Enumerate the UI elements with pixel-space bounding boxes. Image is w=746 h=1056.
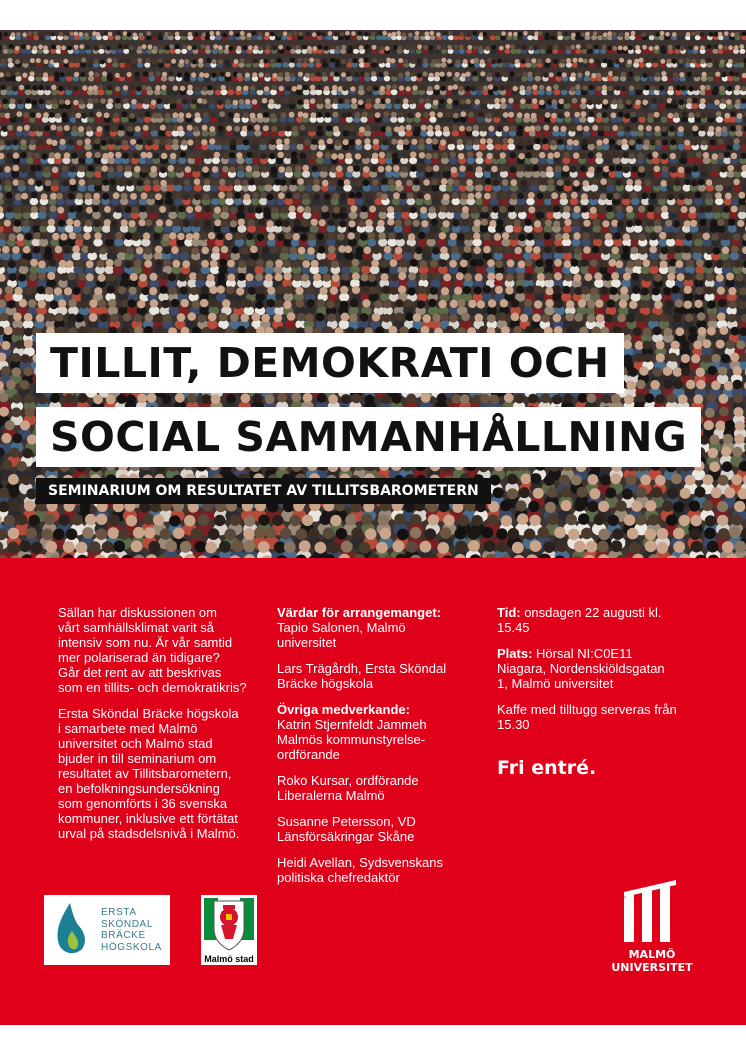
info-panel	[0, 558, 746, 1025]
esbh-logo	[44, 895, 170, 965]
esbh-drop-icon	[48, 895, 98, 965]
hosts-block: Värdar för arrangemanget: Tapio Salonen, Malmö universitet	[277, 605, 467, 650]
participant-3: Susanne Petersson, VD Länsförsäkringar Skåne	[277, 814, 416, 844]
place-value: Hörsal NI:C0E11	[532, 646, 633, 661]
mau-wordmark: MALMÖ UNIVERSITET	[611, 948, 693, 974]
speakers-column	[277, 605, 467, 896]
intro-column	[58, 605, 258, 852]
malmo-stad-logo	[201, 895, 257, 965]
intro-paragraph-2: Ersta Sköndal Bräcke högskola i samarbete med Malmö universitet och Malmö stad bjuder in till seminarium om resultatet av Tillitsbarometern, en befolkningsundersökning som genomförts i 36 svenska kommuner, inklusive ett förtätat urval på stadsdelsnivå i Malmö.	[58, 706, 240, 841]
free-entry: Fri entré.	[497, 757, 597, 779]
hosts-heading: Värdar för arrangemanget:	[277, 605, 441, 620]
time-label: Tid:	[497, 605, 521, 620]
page-subtitle: SEMINARIUM OM RESULTATET AV TILLITSBAROMETERN	[36, 478, 491, 504]
coat-of-arms-icon	[201, 895, 257, 953]
page-title-line-2: SOCIAL SAMMANHÅLLNING	[36, 407, 701, 467]
malmo-stad-label: Malmö stad	[204, 954, 254, 964]
place-label: Plats:	[497, 646, 533, 661]
event-info-column	[497, 605, 712, 780]
time-info: Tid: onsdagen 22 augusti kl. 15.45	[497, 605, 662, 635]
participant-2: Roko Kursar, ordförande Liberalerna Malmö	[277, 773, 419, 803]
mau-emblem-icon	[602, 878, 702, 944]
page-title-line-1: TILLIT, DEMOKRATI OCH	[36, 333, 624, 393]
esbh-wordmark: ERSTA SKÖNDAL BRÄCKE HÖGSKOLA	[101, 907, 162, 953]
malmo-universitet-logo	[602, 878, 702, 988]
participant-4: Heidi Avellan, Sydsvenskans politiska chefredaktör	[277, 855, 443, 885]
intro-paragraph-1: Sällan har diskussionen om vårt samhällsklimat varit så intensiv som nu. Är vår samtid mer polariserad än tidigare? Går det rent av att beskrivas som en tillits- och demokratikris?	[58, 605, 247, 695]
place-info: Plats: Hörsal NI:C0E11 Niagara, Nordenskiöldsgatan 1, Malmö universitet	[497, 646, 665, 691]
time-value: onsdagen 22 augusti kl.	[520, 605, 662, 620]
host-2: Lars Trägårdh, Ersta Sköndal Bräcke högskola	[277, 661, 447, 691]
coffee-info: Kaffe med tilltugg serveras från 15.30	[497, 702, 677, 732]
participants-heading: Övriga medverkande:	[277, 702, 410, 717]
participants-block: Övriga medverkande: Katrin Stjernfeldt Jammeh Malmös kommunstyrelse- ordförande	[277, 702, 467, 762]
